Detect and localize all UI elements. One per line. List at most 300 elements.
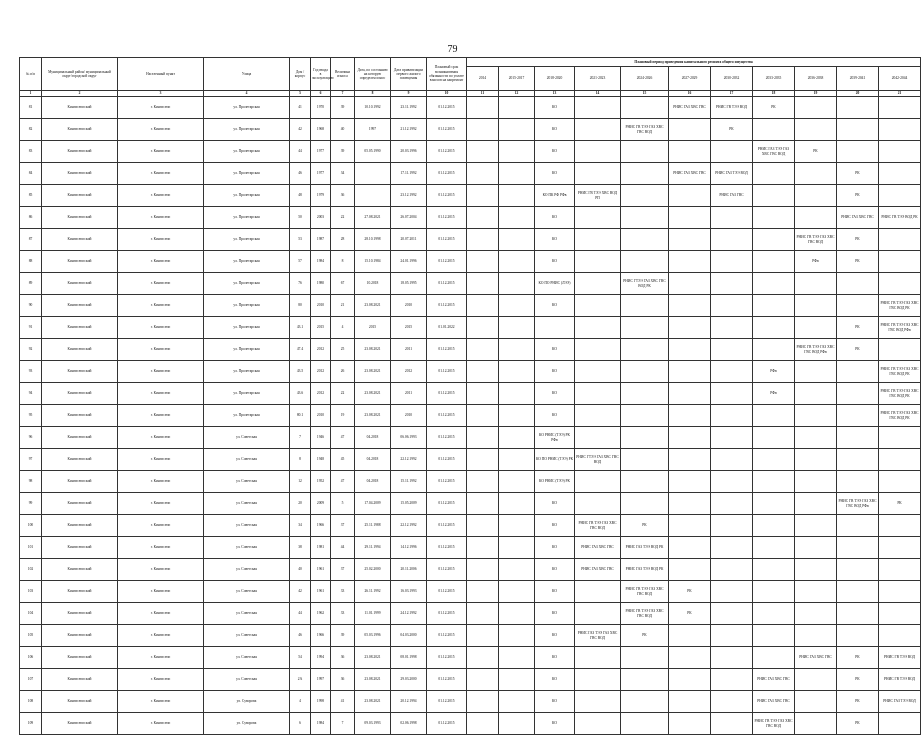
table-cell <box>621 97 669 119</box>
table-cell: РК <box>621 625 669 647</box>
table-cell <box>753 581 795 603</box>
table-cell: г. Кингисепп <box>118 185 204 207</box>
table-cell: 08.01.1998 <box>391 647 427 669</box>
table-cell: 80.1 <box>290 405 311 427</box>
table-cell <box>669 493 711 515</box>
table-cell <box>669 185 711 207</box>
table-cell: 36 <box>331 669 355 691</box>
table-cell: 28.10.1998 <box>355 229 391 251</box>
table-cell: 2010 <box>311 295 331 317</box>
table-cell: 20.07.2011 <box>391 229 427 251</box>
table-cell: ул. Советская <box>204 625 290 647</box>
table-cell <box>753 339 795 361</box>
table-cell: КО <box>535 537 575 559</box>
table-cell: 02.06.1998 <box>391 713 427 735</box>
table-cell: 22 <box>331 207 355 229</box>
table-cell <box>753 229 795 251</box>
table-cell: 01.12.2015 <box>427 427 467 449</box>
table-cell: ул. Советская <box>204 559 290 581</box>
column-number: 15 <box>621 91 669 97</box>
table-cell: 05.05.1990 <box>355 141 391 163</box>
table-cell: 10.10.1992 <box>355 97 391 119</box>
table-cell <box>837 581 879 603</box>
table-cell: г. Кингисепп <box>118 471 204 493</box>
table-cell: 01.12.2015 <box>427 669 467 691</box>
table-cell <box>621 713 669 735</box>
table-cell <box>795 317 837 339</box>
table-cell: г. Кингисепп <box>118 383 204 405</box>
table-cell <box>711 273 753 295</box>
table-cell <box>499 669 535 691</box>
table-cell: 104 <box>20 603 42 625</box>
table-cell: 2010 <box>311 405 331 427</box>
table-cell <box>711 141 753 163</box>
table-cell: 103 <box>20 581 42 603</box>
table-cell: КО ПО РНИС (ЛЭЭ) <box>535 273 575 295</box>
table-cell <box>795 515 837 537</box>
table-cell <box>669 383 711 405</box>
header-privatization-date: Дата приватизации первого жилого помещения <box>391 58 427 91</box>
table-cell: 44 <box>331 537 355 559</box>
table-cell <box>467 251 499 273</box>
table-cell: РНИС ГАЗ ХВС ГВС <box>753 691 795 713</box>
table-cell: 18.05.1995 <box>391 273 427 295</box>
table-row <box>20 207 921 229</box>
table-cell <box>355 163 391 185</box>
table-cell: РНИС ГВ ТЭЭ ГАЗ ХВС ГВС ВОД <box>621 581 669 603</box>
table-cell <box>879 141 921 163</box>
table-cell: 41 <box>331 691 355 713</box>
table-cell: КО ПО РНИС (ТЭЭ) РК <box>535 449 575 471</box>
table-cell <box>467 713 499 735</box>
table-row <box>20 713 921 735</box>
table-cell <box>467 317 499 339</box>
table-cell: 45 <box>331 449 355 471</box>
table-cell: КО <box>535 207 575 229</box>
table-cell <box>753 251 795 273</box>
table-cell: КО <box>535 691 575 713</box>
table-cell: 20.12.1994 <box>391 691 427 713</box>
table-cell: 102 <box>20 559 42 581</box>
table-row <box>20 251 921 273</box>
table-cell: 25 <box>331 339 355 361</box>
table-cell <box>575 405 621 427</box>
table-cell: ул. Пролетарская <box>204 251 290 273</box>
table-cell <box>467 669 499 691</box>
table-cell <box>795 471 837 493</box>
table-cell <box>669 141 711 163</box>
table-cell: 1977 <box>311 163 331 185</box>
table-body <box>20 97 921 735</box>
table-cell <box>795 97 837 119</box>
table-cell: 1946 <box>311 427 331 449</box>
table-cell <box>575 669 621 691</box>
table-cell: ул. Пролетарская <box>204 207 290 229</box>
table-cell: РК <box>753 97 795 119</box>
table-cell: КО <box>535 141 575 163</box>
table-cell <box>621 383 669 405</box>
header-house: Дом / корпус <box>290 58 311 91</box>
table-cell: 43.5 <box>290 361 311 383</box>
table-cell: 01.12.2015 <box>427 603 467 625</box>
table-cell <box>499 449 535 471</box>
table-cell <box>499 383 535 405</box>
table-cell: РНИС ГАЗ ГВС <box>711 185 753 207</box>
table-cell <box>879 229 921 251</box>
column-number: 16 <box>669 91 711 97</box>
table-cell <box>795 713 837 735</box>
table-cell <box>499 207 535 229</box>
table-cell: 1948 <box>311 449 331 471</box>
table-cell <box>499 603 535 625</box>
table-cell <box>837 405 879 427</box>
header-period: 2018-2020 <box>535 67 575 91</box>
table-cell <box>879 559 921 581</box>
table-cell <box>621 647 669 669</box>
table-cell <box>711 625 753 647</box>
table-cell: 25.11.1988 <box>355 515 391 537</box>
table-cell: г. Кингисепп <box>118 427 204 449</box>
table-cell <box>575 229 621 251</box>
table-cell <box>837 97 879 119</box>
table-cell: г. Кингисепп <box>118 229 204 251</box>
table-cell: 01.12.2015 <box>427 207 467 229</box>
table-cell: 01.12.2015 <box>427 449 467 471</box>
table-cell: г. Кингисепп <box>118 603 204 625</box>
table-cell <box>669 515 711 537</box>
table-cell <box>575 141 621 163</box>
table-cell <box>621 427 669 449</box>
table-cell: РНИС ГВ ТЭЭ ГАЗ ХВС ГВС ВОД РФв <box>879 317 921 339</box>
table-cell <box>711 339 753 361</box>
table-cell: ул. Советская <box>204 493 290 515</box>
table-cell <box>467 361 499 383</box>
table-cell <box>467 603 499 625</box>
table-cell: 92 <box>20 339 42 361</box>
table-cell: г. Кингисепп <box>118 713 204 735</box>
capital-repair-table <box>19 57 921 735</box>
table-cell: РК <box>837 647 879 669</box>
table-cell: 20.03.1996 <box>391 141 427 163</box>
table-cell: 57 <box>290 251 311 273</box>
table-cell: 98 <box>20 471 42 493</box>
table-cell: 01.12.2015 <box>427 163 467 185</box>
header-period: 2014 <box>467 67 499 91</box>
table-cell <box>669 361 711 383</box>
table-row <box>20 603 921 625</box>
table-cell <box>499 119 535 141</box>
table-row <box>20 97 921 119</box>
table-cell: 1984 <box>311 251 331 273</box>
table-cell <box>837 295 879 317</box>
table-cell: Кингисеппский <box>42 295 118 317</box>
table-cell: 53 <box>290 229 311 251</box>
table-cell <box>837 383 879 405</box>
table-cell <box>669 449 711 471</box>
table-cell: 36 <box>331 647 355 669</box>
table-cell: 2011 <box>391 339 427 361</box>
table-cell <box>669 713 711 735</box>
table-cell <box>669 317 711 339</box>
table-cell: ул. Пролетарская <box>204 119 290 141</box>
table-cell <box>575 581 621 603</box>
header-period: 2015-2017 <box>499 67 535 91</box>
table-cell <box>499 515 535 537</box>
table-cell: ул. Пролетарская <box>204 185 290 207</box>
table-cell: 1961 <box>311 581 331 603</box>
table-cell: 42 <box>290 119 311 141</box>
table-cell: КО <box>535 559 575 581</box>
table-cell <box>575 251 621 273</box>
table-cell: РНИС ГВ ТЭЭ ГАЗ ХВС ГВС ВОД РФв <box>837 493 879 515</box>
table-cell: ул. Пролетарская <box>204 97 290 119</box>
table-cell: 21 <box>331 295 355 317</box>
table-cell: г. Кингисепп <box>118 581 204 603</box>
table-cell: ул. Пролетарская <box>204 273 290 295</box>
table-cell: 01.12.2015 <box>427 119 467 141</box>
table-cell <box>621 163 669 185</box>
table-cell <box>621 317 669 339</box>
table-cell <box>711 559 753 581</box>
table-cell <box>669 691 711 713</box>
table-cell: РНИС ГАЗ ХВС ГВС <box>575 537 621 559</box>
table-cell: 37 <box>331 559 355 581</box>
table-cell <box>753 471 795 493</box>
header-period: 2039-2041 <box>837 67 879 91</box>
column-number: 21 <box>879 91 921 97</box>
table-cell <box>669 471 711 493</box>
table-cell: КО <box>535 229 575 251</box>
table-cell: ул. Пролетарская <box>204 383 290 405</box>
table-cell: 23.12.1992 <box>391 185 427 207</box>
header-settlement: Населенный пункт <box>118 58 204 91</box>
table-cell: 40 <box>331 119 355 141</box>
table-cell: КО <box>535 119 575 141</box>
table-cell: КО <box>535 493 575 515</box>
table-cell <box>669 647 711 669</box>
table-cell: 2015 <box>311 317 331 339</box>
table-cell: 01.12.2015 <box>427 339 467 361</box>
column-number: 8 <box>355 91 391 97</box>
table-cell: РФв <box>753 383 795 405</box>
table-cell <box>621 405 669 427</box>
table-cell <box>795 691 837 713</box>
table-cell: 19 <box>331 405 355 427</box>
table-cell: 46 <box>290 163 311 185</box>
table-cell: 15.05.2009 <box>391 493 427 515</box>
table-cell <box>499 163 535 185</box>
table-cell: 106 <box>20 647 42 669</box>
table-cell <box>621 339 669 361</box>
table-cell: г. Кингисепп <box>118 163 204 185</box>
table-cell: РНИС ГВ ТЭЭ ГАЗ ХВС ГВС ВОД <box>621 603 669 625</box>
table-cell: КО <box>535 405 575 427</box>
table-row <box>20 691 921 713</box>
table-cell: 2009 <box>311 493 331 515</box>
table-cell <box>621 669 669 691</box>
table-cell: 20 <box>290 493 311 515</box>
table-cell <box>795 207 837 229</box>
table-cell: 8 <box>290 449 311 471</box>
table-cell: 47.4 <box>290 339 311 361</box>
table-cell: 23.08.2021 <box>355 691 391 713</box>
table-cell: 33 <box>331 581 355 603</box>
header-date-condition: Дата, по состоянию на которую определен износ <box>355 58 391 91</box>
table-cell: Кингисеппский <box>42 405 118 427</box>
table-cell: 1987 <box>311 229 331 251</box>
table-cell: г. Кингисепп <box>118 449 204 471</box>
column-number: 19 <box>795 91 837 97</box>
table-cell: КО <box>535 163 575 185</box>
table-cell: Кингисеппский <box>42 119 118 141</box>
table-cell: 2003 <box>311 207 331 229</box>
table-cell <box>879 163 921 185</box>
table-cell: 1981 <box>311 537 331 559</box>
table-cell: г. Кингисепп <box>118 97 204 119</box>
column-number: 10 <box>427 91 467 97</box>
table-cell: Кингисеппский <box>42 537 118 559</box>
table-cell: г. Кингисепп <box>118 273 204 295</box>
table-cell: Кингисеппский <box>42 449 118 471</box>
table-cell: КО <box>535 251 575 273</box>
table-cell: 23.08.2021 <box>355 361 391 383</box>
table-cell <box>467 493 499 515</box>
table-cell: РНИС ГВ ТЭЭ ГАЗ ХВС ГВС ВОД РК <box>879 295 921 317</box>
table-cell <box>467 273 499 295</box>
table-cell <box>467 185 499 207</box>
table-cell <box>621 493 669 515</box>
table-cell <box>711 449 753 471</box>
table-cell: 99 <box>20 493 42 515</box>
table-cell <box>621 251 669 273</box>
table-cell <box>711 691 753 713</box>
table-cell <box>879 185 921 207</box>
table-cell: 33 <box>331 603 355 625</box>
table-cell <box>499 317 535 339</box>
table-cell: ул. Советская <box>204 449 290 471</box>
table-cell: РНИС ГАЗ ХВС ГВС <box>795 647 837 669</box>
table-cell <box>711 603 753 625</box>
table-cell: 54 <box>290 647 311 669</box>
table-cell <box>621 295 669 317</box>
table-cell: 84 <box>20 163 42 185</box>
table-cell: 2015 <box>391 317 427 339</box>
table-cell: 01.12.2015 <box>427 559 467 581</box>
table-row <box>20 515 921 537</box>
table-row <box>20 537 921 559</box>
table-cell: РНИС ГВ ТЭЭ ГАЗ ХВС ГВС ВОД РК <box>879 361 921 383</box>
table-cell: 83 <box>20 141 42 163</box>
header-period: 2027-2029 <box>669 67 711 91</box>
table-cell: 1994 <box>311 647 331 669</box>
table-cell: 2012 <box>311 361 331 383</box>
table-cell <box>355 185 391 207</box>
table-cell: РНИС ГВ ТЭЭ ХВС ВОД РП <box>575 185 621 207</box>
table-cell <box>499 339 535 361</box>
table-row <box>20 273 921 295</box>
table-cell <box>467 581 499 603</box>
table-cell: 90 <box>20 295 42 317</box>
table-cell <box>669 405 711 427</box>
table-cell: РНИС ГТЭЭ ГАЗ ХВС ГВС ВОД <box>575 449 621 471</box>
table-cell: 4 <box>331 317 355 339</box>
table-cell: 4 <box>290 691 311 713</box>
table-row <box>20 119 921 141</box>
table-cell <box>621 471 669 493</box>
table-cell <box>669 669 711 691</box>
table-cell <box>837 471 879 493</box>
table-cell <box>795 449 837 471</box>
table-cell: Кингисеппский <box>42 383 118 405</box>
column-number: 17 <box>711 91 753 97</box>
table-cell: 01.12.2015 <box>427 493 467 515</box>
table-cell <box>467 207 499 229</box>
column-number: 11 <box>467 91 499 97</box>
table-cell <box>711 383 753 405</box>
header-period: 2030-2032 <box>711 67 753 91</box>
table-cell <box>753 185 795 207</box>
table-cell <box>879 251 921 273</box>
header-period: 2042-2044 <box>879 67 921 91</box>
table-cell: РНИС ГВ ТЭЭ ВОД <box>879 669 921 691</box>
table-cell <box>575 339 621 361</box>
table-cell: 50 <box>290 207 311 229</box>
table-cell <box>499 537 535 559</box>
table-cell: 1966 <box>311 515 331 537</box>
table-cell: РК <box>837 691 879 713</box>
table-cell <box>499 361 535 383</box>
table-cell: 16.03.1993 <box>391 581 427 603</box>
table-cell: г. Кингисепп <box>118 537 204 559</box>
table-cell <box>711 515 753 537</box>
table-cell: 48 <box>290 185 311 207</box>
table-cell <box>753 119 795 141</box>
table-cell: 2011 <box>391 383 427 405</box>
table-cell: 101 <box>20 537 42 559</box>
table-cell: 01.12.2015 <box>427 141 467 163</box>
table-cell: КО <box>535 515 575 537</box>
table-cell <box>499 581 535 603</box>
table-cell: г. Кингисепп <box>118 339 204 361</box>
table-cell: Кингисеппский <box>42 603 118 625</box>
table-cell: 94 <box>20 383 42 405</box>
table-cell <box>711 317 753 339</box>
table-cell: 100 <box>20 515 42 537</box>
table-cell: г. Кингисепп <box>118 625 204 647</box>
table-cell: г. Кингисепп <box>118 295 204 317</box>
table-cell: КО <box>535 625 575 647</box>
table-cell: 36 <box>331 185 355 207</box>
table-cell: КО <box>535 339 575 361</box>
table-cell: РНИС ГВ ТЭЭ ГАЗ ХВС ГВС ВОД РФв <box>795 339 837 361</box>
table-cell: Кингисеппский <box>42 163 118 185</box>
table-cell <box>711 471 753 493</box>
table-cell: 01.12.2015 <box>427 713 467 735</box>
table-cell: 17.04.2009 <box>355 493 391 515</box>
table-cell <box>795 603 837 625</box>
table-cell: 01.01.2022 <box>427 317 467 339</box>
table-cell: ул. Советская <box>204 581 290 603</box>
table-cell: 2010 <box>391 295 427 317</box>
table-cell: 25.02.2000 <box>355 559 391 581</box>
column-number: 12 <box>499 91 535 97</box>
table-cell: КО РНИС (ТЭЭ) РК РФв <box>535 427 575 449</box>
table-cell: ул. Пролетарская <box>204 361 290 383</box>
table-cell <box>499 493 535 515</box>
table-cell <box>879 537 921 559</box>
table-cell: Кингисеппский <box>42 427 118 449</box>
table-row <box>20 669 921 691</box>
